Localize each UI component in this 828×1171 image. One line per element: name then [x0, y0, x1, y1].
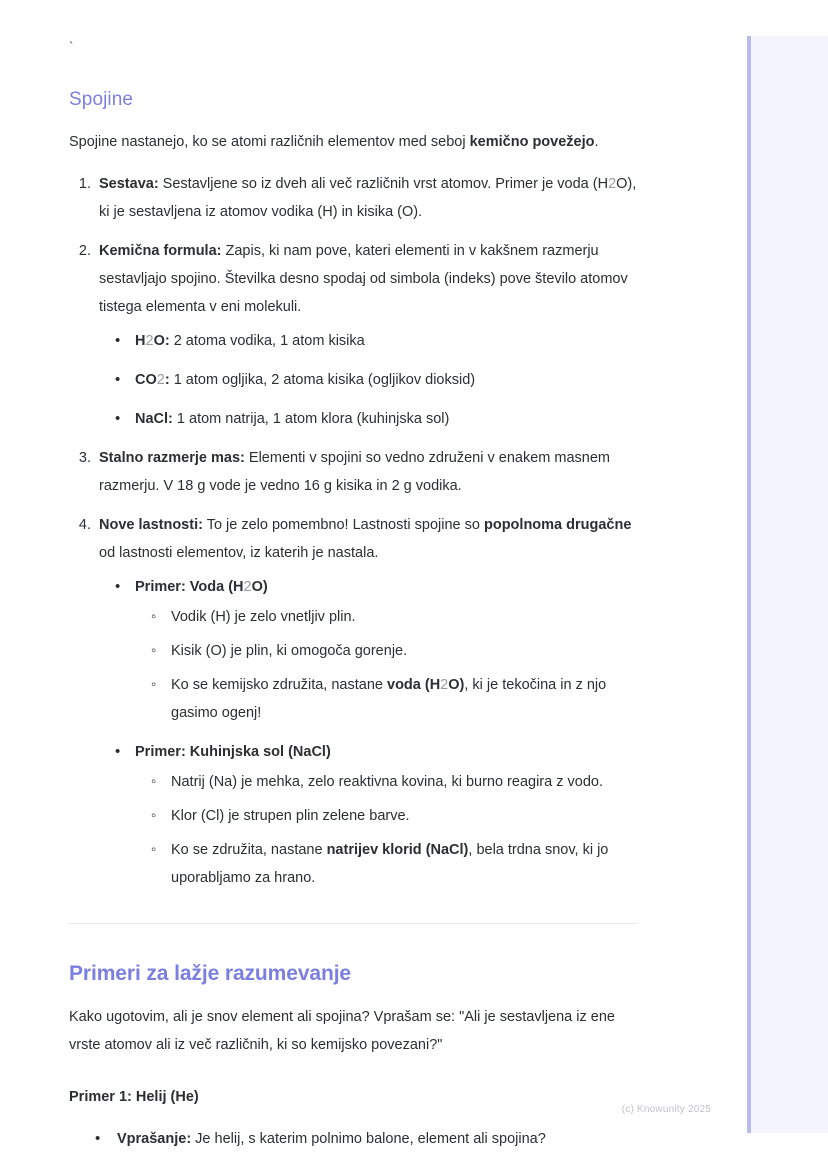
point-text-pre: Ko se združita, nastane [171, 842, 327, 858]
formula-item-h2o [113, 327, 638, 355]
subscript-2: 2 [608, 176, 617, 192]
formula-suffix: : [164, 372, 170, 388]
example-point [149, 836, 638, 892]
list-item-label: Stalno razmerje mas: [99, 450, 245, 466]
example-voda-points [135, 603, 638, 727]
example-voda [113, 573, 638, 727]
stray-backtick-mark: ` [69, 39, 74, 54]
section2-intro-paragraph: Kako ugotovim, ali je snov element ali spojina? Vprašam se: "Ali je sestavljena iz ene vrste atomov ali iz več različnih, ki so kemijsko povezani?" [69, 1009, 615, 1053]
example-point: ◦ Vodik (H) je zelo vnetljiv plin. [149, 603, 638, 631]
example-1-bullets [69, 1125, 638, 1153]
formula-prefix: H [135, 333, 146, 349]
page-title-spojine: Spojine [69, 89, 134, 110]
list-item-text: To je zelo pomembno! Lastnosti spojine so [202, 517, 484, 533]
list-item-text: Zapis, ki nam pove, kateri elementi in v kakšnem razmerju sestavljajo spojino. Številka desno spodaj od simbola (indeks) pove število atomov tistega elementa v eni molekuli. [99, 243, 628, 315]
page-title-primeri: Primeri za lažje razumevanje [69, 962, 352, 985]
list-item-kemicna-formula [95, 237, 638, 433]
example-heading-prefix: Primer: Voda (H [135, 579, 244, 595]
example-heading-prefix: Primer: Kuhinjska sol (NaCl) [135, 744, 331, 760]
point-text-pre: Ko se kemijsko združita, nastane [171, 677, 387, 693]
formula-item-co2 [113, 366, 638, 394]
point-bold-prefix: voda (H [387, 677, 441, 693]
formula-prefix: NaCl [135, 411, 169, 427]
subscript-2: 2 [145, 333, 154, 349]
subscript-2: 2 [440, 677, 449, 693]
list-item-label: Kemična formula: [99, 243, 222, 259]
bullet-text: Je helij, s katerim polnimo balone, element ali spojina? [191, 1131, 546, 1147]
examples-list [99, 573, 638, 892]
list-item-text-cont: O), ki je sestavljena iz atomov vodika (H) in kisika (O). [99, 176, 637, 220]
properties-ordered-list [69, 170, 638, 892]
list-item-stalno-razmerje-mas [95, 444, 638, 500]
point-text-post: , ki je tekočina in z njo gasimo ogenj! [171, 677, 607, 721]
example-kuhinjska-sol [113, 738, 638, 892]
example-heading-suffix: O) [251, 579, 268, 595]
formula-description: 1 atom ogljika, 2 atoma kisika (ogljikov dioksid) [169, 372, 476, 388]
subscript-2: 2 [243, 579, 252, 595]
list-item-sestava [95, 170, 638, 226]
list-item-label: Nove lastnosti: [99, 517, 203, 533]
document-content [69, 0, 638, 1163]
point-bold-prefix: natrijev klorid (NaCl) [326, 842, 469, 858]
formula-item-nacl [113, 405, 638, 433]
point-bold-suffix: O) [448, 677, 465, 693]
example-1-title: Primer 1: Helij (He) [69, 1089, 199, 1105]
subscript-2: 2 [156, 372, 165, 388]
intro-text-bold: kemično povežejo [469, 134, 595, 150]
list-item-nove-lastnosti [95, 511, 638, 892]
list-item-text: Sestavljene so iz dveh ali več različnih vrst atomov. Primer je voda (H [158, 176, 609, 192]
example-point [149, 671, 638, 727]
formula-description: 2 atoma vodika, 1 atom kisika [169, 333, 365, 349]
list-item-text-cont: od lastnosti elementov, iz katerih je nastala. [99, 545, 379, 561]
bullet-vprasanje [95, 1125, 638, 1153]
point-text-post: , bela trdna snov, ki jo uporabljamo za hrano. [171, 842, 609, 886]
formula-suffix: O: [153, 333, 170, 349]
example-point: ◦ Natrij (Na) je mehka, zelo reaktivna kovina, ki burno reagira z vodo. [149, 768, 638, 796]
formula-description: 1 atom natrija, 1 atom klora (kuhinjska sol) [172, 411, 450, 427]
list-item-text: Elementi v spojini so vedno združeni v enakem masnem razmerju. V 18 g vode je vedno 16 g kisika in 2 g vodika. [99, 450, 610, 494]
bullet-label: Vprašanje: [117, 1131, 192, 1147]
formula-examples-list [99, 327, 638, 433]
right-side-panel [747, 36, 828, 1133]
list-item-text-bold: popolnoma drugačne [483, 517, 632, 533]
example-point: ◦ Kisik (O) je plin, ki omogoča gorenje. [149, 637, 638, 665]
section-divider [69, 923, 638, 924]
intro-text-part2: . [594, 134, 599, 150]
intro-paragraph [69, 128, 638, 156]
intro-text-part1: Spojine nastanejo, ko se atomi različnih elementov med seboj [69, 134, 470, 150]
example-point: ◦ Klor (Cl) je strupen plin zelene barve. [149, 802, 638, 830]
formula-prefix: CO [135, 372, 157, 388]
footer-copyright: (c) Knowunity 2025 [621, 1104, 711, 1115]
formula-suffix: : [168, 411, 173, 427]
example-sol-points [135, 768, 638, 892]
list-item-label: Sestava: [99, 176, 159, 192]
